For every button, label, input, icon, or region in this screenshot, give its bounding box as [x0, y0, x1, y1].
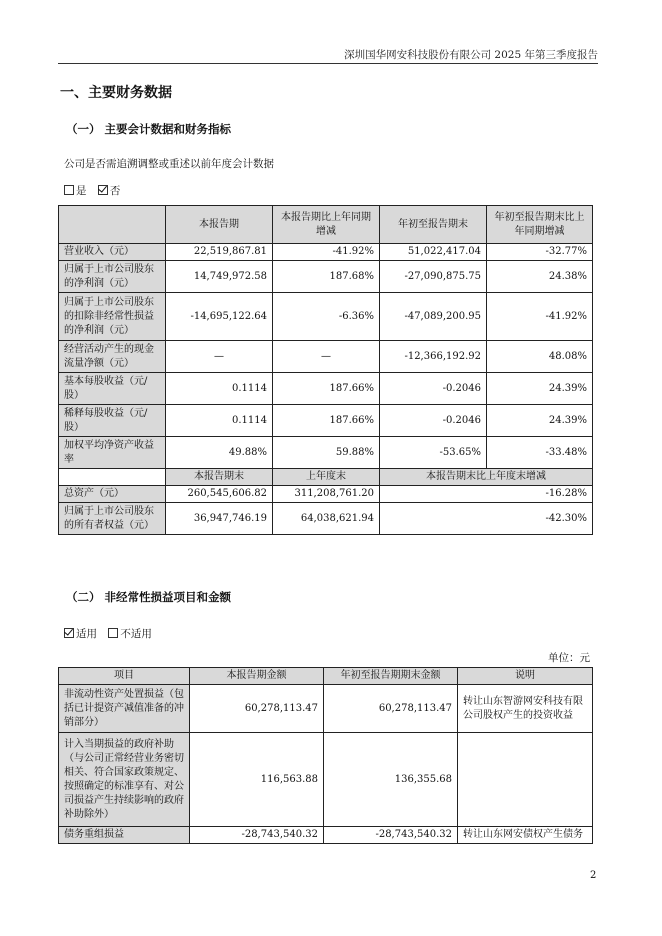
cell-value: -0.2046: [380, 373, 487, 405]
cell-value: 116,563.88: [190, 733, 324, 827]
non-recurring-table: [58, 667, 593, 844]
blank-cell: [59, 469, 166, 486]
table-row: [59, 405, 593, 437]
cell-value: —: [166, 341, 273, 373]
subsection-title-2: （二） 非经常性损益项目和金额: [66, 590, 232, 604]
row-label: 总资产（元）: [59, 486, 166, 503]
table-row: [59, 341, 593, 373]
cell-value: 36,947,746.19: [166, 503, 273, 535]
cell-note: [458, 733, 593, 827]
choice-no-label: 否: [109, 185, 121, 197]
checkbox-yes[interactable]: [64, 185, 74, 195]
cell-value: 136,355.68: [324, 733, 458, 827]
header-cell: 本报告期比上年同期增减: [273, 206, 380, 244]
cell-value: -42.30%: [380, 503, 593, 535]
cell-value: -41.92%: [273, 244, 380, 261]
row-label: 营业收入（元）: [59, 244, 166, 261]
row-label: 基本每股收益（元/股）: [59, 373, 166, 405]
cell-note: 转让山东智游网安科技有限公司股权产生的投资收益: [458, 685, 593, 733]
row-label: 归属于上市公司股东的扣除非经常性损益的净利润（元）: [59, 293, 166, 341]
cell-value: -28,743,540.32: [190, 827, 324, 844]
cell-value: 14,749,972.58: [166, 261, 273, 293]
cell-value: 60,278,113.47: [324, 685, 458, 733]
header-cell: 本报告期末: [166, 469, 273, 486]
row-label: 计入当期损益的政府补助（与公司正常经营业务密切相关、符合国家政策规定、按照确定的标准享有、对公司损益产生持续影响的政府补助除外）: [59, 733, 190, 827]
row-label: 经营活动产生的现金流量净额（元）: [59, 341, 166, 373]
cell-value: -53.65%: [380, 437, 487, 469]
cell-value: -41.92%: [487, 293, 593, 341]
financial-data-table: [58, 205, 593, 535]
cell-value: 64,038,621.94: [273, 503, 380, 535]
cell-value: -6.36%: [273, 293, 380, 341]
table-row: [59, 827, 593, 844]
cell-value: -33.48%: [487, 437, 593, 469]
cell-value: -12,366,192.92: [380, 341, 487, 373]
cell-value: 0.1114: [166, 373, 273, 405]
cell-value: 49.88%: [166, 437, 273, 469]
header-cell: 本报告期末比上年度末增减: [380, 469, 593, 486]
cell-value: 51,022,417.04: [380, 244, 487, 261]
header-cell: [59, 206, 166, 244]
cell-value: 22,519,867.81: [166, 244, 273, 261]
cell-value: 24.39%: [487, 405, 593, 437]
restatement-question: 公司是否需追溯调整或重述以前年度会计数据: [64, 158, 274, 170]
header-cell: 本报告期金额: [190, 668, 324, 685]
section-title: 一、主要财务数据: [60, 85, 172, 101]
applicability-choice: [64, 626, 152, 641]
table-header-row: [59, 668, 593, 685]
page-number: 2: [590, 870, 597, 881]
cell-value: 24.39%: [487, 373, 593, 405]
header-cell: 项目: [59, 668, 190, 685]
cell-value: 187.66%: [273, 373, 380, 405]
table-row: [59, 293, 593, 341]
choice-not-applicable-label: 不适用: [120, 628, 152, 640]
checkbox-not-applicable[interactable]: [108, 628, 118, 638]
table-row: [59, 373, 593, 405]
cell-value: 311,208,761.20: [273, 486, 380, 503]
row-label: 债务重组损益: [59, 827, 190, 844]
cell-value: -27,090,875.75: [380, 261, 487, 293]
table-subheader-row: [59, 469, 593, 486]
cell-value: -0.2046: [380, 405, 487, 437]
page-header: 深圳国华网安科技股份有限公司 2025 年第三季度报告: [344, 49, 598, 61]
cell-value: 260,545,606.82: [166, 486, 273, 503]
table-row: [59, 503, 593, 535]
unit-label: 单位：元: [548, 652, 590, 664]
choice-yes-label: 是: [76, 185, 87, 197]
row-label: 归属于上市公司股东的净利润（元）: [59, 261, 166, 293]
header-cell: 本报告期: [166, 206, 273, 244]
table-row: [59, 733, 593, 827]
header-cell: 年初至报告期期末金额: [324, 668, 458, 685]
header-cell: 上年度末: [273, 469, 380, 486]
cell-value: -14,695,122.64: [166, 293, 273, 341]
table-row: [59, 437, 593, 469]
cell-value: -32.77%: [487, 244, 593, 261]
choice-applicable-label: 适用: [76, 628, 97, 640]
checkbox-no[interactable]: [98, 185, 108, 195]
cell-value: -28,743,540.32: [324, 827, 458, 844]
cell-value: 187.66%: [273, 405, 380, 437]
subsection-title-1: （一） 主要会计数据和财务指标: [66, 122, 232, 136]
row-label: 稀释每股收益（元/股）: [59, 405, 166, 437]
header-cell: 说明: [458, 668, 593, 685]
cell-value: 24.38%: [487, 261, 593, 293]
header-cell: 年初至报告期末: [380, 206, 487, 244]
checkbox-applicable[interactable]: [64, 628, 74, 638]
table-row: [59, 486, 593, 503]
cell-value: -16.28%: [380, 486, 593, 503]
cell-value: -47,089,200.95: [380, 293, 487, 341]
cell-value: 60,278,113.47: [190, 685, 324, 733]
header-rule: [58, 63, 598, 64]
restatement-choice: [64, 183, 120, 198]
cell-value: 48.08%: [487, 341, 593, 373]
table-row: [59, 244, 593, 261]
cell-note: 转让山东网安债权产生债务: [458, 827, 593, 844]
row-label: 加权平均净资产收益率: [59, 437, 166, 469]
table-header-row: [59, 206, 593, 244]
table-row: [59, 685, 593, 733]
cell-value: 0.1114: [166, 405, 273, 437]
cell-value: 187.68%: [273, 261, 380, 293]
header-cell: 年初至报告期末比上年同期增减: [487, 206, 593, 244]
cell-value: —: [273, 341, 380, 373]
cell-value: 59.88%: [273, 437, 380, 469]
table-row: [59, 261, 593, 293]
row-label: 非流动性资产处置损益（包括已计提资产减值准备的冲销部分）: [59, 685, 190, 733]
row-label: 归属于上市公司股东的所有者权益（元）: [59, 503, 166, 535]
